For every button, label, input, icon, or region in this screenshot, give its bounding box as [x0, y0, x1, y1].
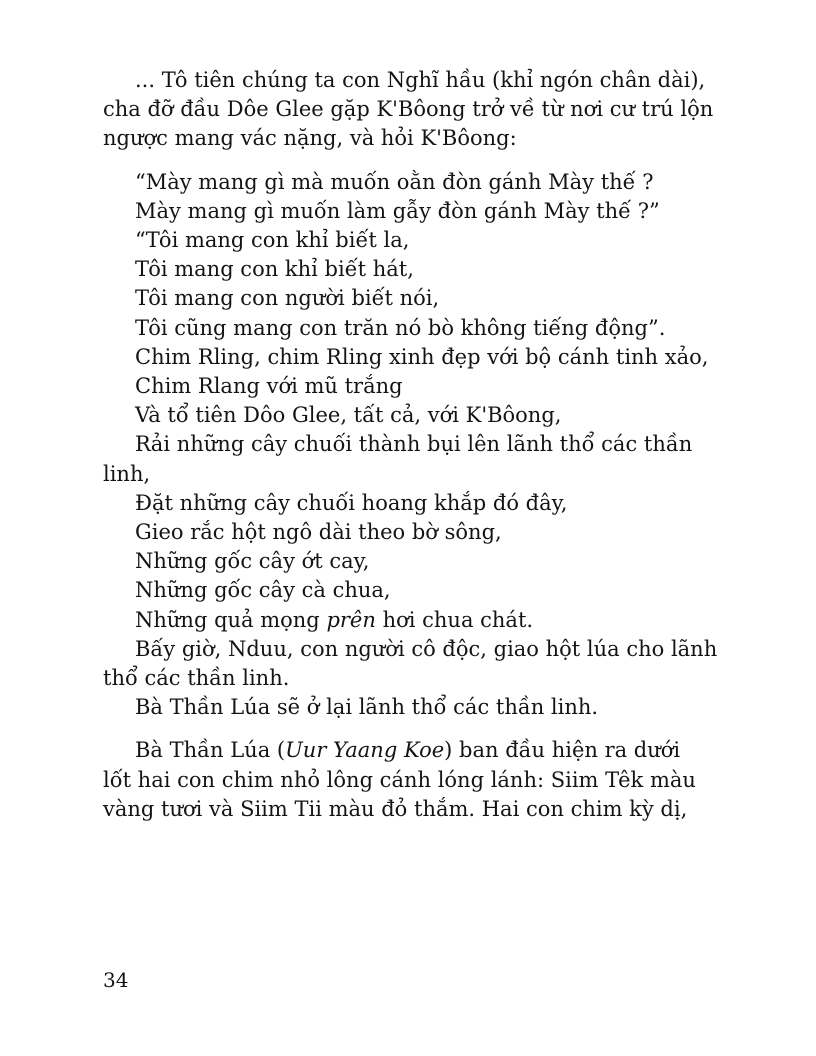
verse-line: Những gốc cây ớt cay,: [135, 549, 370, 574]
verse-block: [103, 168, 718, 723]
verse-line: Bấy giờ, Nduu, con người cô độc, giao hột lúa cho lãnh: [135, 636, 718, 661]
verse-line: Gieo rắc hột ngô dài theo bờ sông,: [135, 520, 502, 545]
verse-text: hơi chua chát.: [382, 607, 534, 632]
page-number: 34: [103, 968, 129, 992]
closing-paragraph: [103, 736, 715, 824]
verse-line: Và tổ tiên Dôo Glee, tất cả, với K'Bôong,: [135, 403, 562, 428]
verse-line: Tôi mang con người biết nói,: [135, 286, 440, 311]
closing-text: Bà Thần Lúa (: [135, 738, 286, 763]
verse-line: Chim Rlang với mũ trắng: [135, 374, 403, 399]
text-line: [103, 736, 715, 765]
closing-text: ) ban đầu hiện ra dưới: [444, 738, 681, 763]
verse-line: Rải những cây chuối thành bụi lên lãnh thổ các thần: [135, 432, 693, 457]
verse-text: Những quả mọng: [135, 607, 320, 632]
text-line: ... Tô tiên chúng ta con Nghĩ hầu (khỉ ngón chân dài),: [135, 68, 706, 92]
verse-line: Những gốc cây cà chua,: [135, 578, 391, 603]
text-line: cha đỡ đầu Dôe Glee gặp K'Bôong trở về từ nơi cư trú lộn: [103, 97, 714, 122]
italic-term: Uur Yaang Koe: [285, 738, 445, 763]
verse-line: Tôi cũng mang con trăn nó bò không tiếng động”.: [135, 315, 666, 340]
verse-line: “Tôi mang con khỉ biết la,: [135, 228, 410, 253]
verse-line: Đặt những cây chuối hoang khắp đó đây,: [135, 490, 568, 515]
text-line: lốt hai con chim nhỏ lông cánh lóng lánh: Siim Têk màu: [103, 767, 696, 792]
page-body: [103, 66, 718, 824]
verse-line: “Mày mang gì mà muốn oằn đòn gánh Mày thế ?: [135, 169, 654, 194]
italic-term: prên: [326, 607, 376, 632]
verse-line: [103, 606, 715, 635]
intro-paragraph: [103, 66, 715, 154]
verse-line-continuation: thổ các thần linh.: [103, 666, 290, 691]
text-line: ngược mang vác nặng, và hỏi K'Bôong:: [103, 126, 517, 151]
verse-line: Bà Thần Lúa sẽ ở lại lãnh thổ các thần linh.: [135, 695, 599, 720]
verse-line: Tôi mang con khỉ biết hát,: [135, 257, 414, 282]
verse-line: Mày mang gì muốn làm gẫy đòn gánh Mày thế ?”: [135, 198, 660, 223]
verse-line-continuation: linh,: [103, 461, 151, 486]
text-line: vàng tươi và Siim Tii màu đỏ thắm. Hai con chim kỳ dị,: [103, 796, 688, 821]
verse-line: Chim Rling, chim Rling xinh đẹp với bộ cánh tinh xảo,: [135, 344, 709, 369]
